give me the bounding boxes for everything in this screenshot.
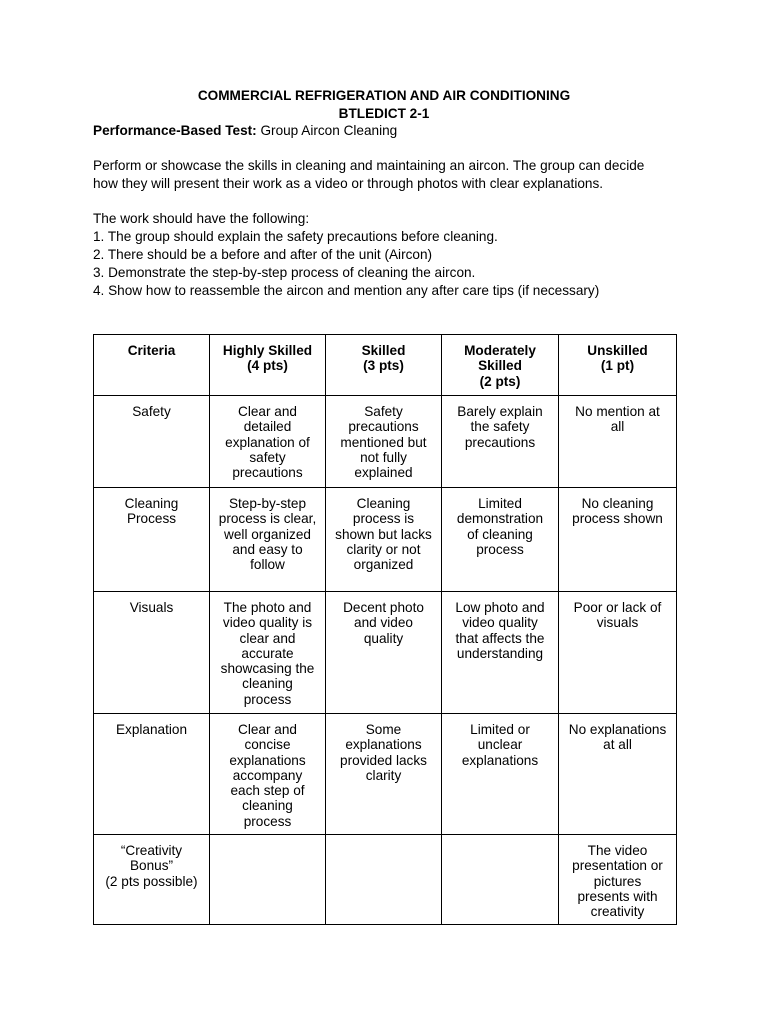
table-row xyxy=(94,592,677,714)
cell-text: Limited or unclear explanations xyxy=(461,722,539,768)
cell-text: Barely explain the safety precautions xyxy=(457,404,543,450)
cell-text: Explanation xyxy=(115,722,188,737)
table-cell xyxy=(442,835,559,925)
table-cell xyxy=(94,396,210,488)
table-cell xyxy=(210,488,326,592)
header-cell xyxy=(559,335,677,396)
table-cell xyxy=(326,396,442,488)
cell-text: Cleaning process is shown but lacks clarity or not organized xyxy=(335,496,432,573)
table-row xyxy=(94,396,677,488)
intro-line-2: how they will present their work as a video or through photos with clear explanations. xyxy=(93,176,604,191)
cell-text: Visuals xyxy=(129,600,174,615)
cell-text: Decent photo and video quality xyxy=(343,600,424,646)
table-cell xyxy=(94,488,210,592)
cell-text: No mention at all xyxy=(575,404,660,435)
table-cell xyxy=(210,396,326,488)
table-cell xyxy=(442,488,559,592)
table-cell xyxy=(94,592,210,714)
header-cell xyxy=(94,335,210,396)
document-subtitle: BTLEDICT 2-1 xyxy=(338,106,430,121)
table-cell xyxy=(326,592,442,714)
header-cell xyxy=(442,335,559,396)
table-cell xyxy=(559,592,677,714)
table-cell xyxy=(94,714,210,835)
header-text: Unskilled (1 pt) xyxy=(587,343,648,374)
header-text: Moderately Skilled (2 pts) xyxy=(464,343,536,389)
table-cell xyxy=(326,488,442,592)
test-name-line xyxy=(93,122,693,139)
table-cell xyxy=(442,592,559,714)
requirement-item: 3. Demonstrate the step-by-step process of cleaning the aircon. xyxy=(93,265,476,280)
cell-text: “Creativity Bonus” (2 pts possible) xyxy=(105,843,198,889)
requirements-heading: The work should have the following: xyxy=(93,211,310,226)
cell-text: Clear and detailed explanation of safety precautions xyxy=(225,404,310,481)
rubric-table xyxy=(93,334,677,925)
header-text: Highly Skilled (4 pts) xyxy=(222,343,313,374)
table-cell xyxy=(559,488,677,592)
table-cell xyxy=(442,714,559,835)
cell-text: Safety precautions mentioned but not fully explained xyxy=(340,404,427,481)
table-cell xyxy=(326,835,442,925)
document-title: COMMERCIAL REFRIGERATION AND AIR CONDITIONING xyxy=(197,88,571,103)
table-cell xyxy=(94,835,210,925)
rubric-header-row xyxy=(94,335,677,396)
cell-text: No cleaning process shown xyxy=(572,496,663,527)
intro-line-1: Perform or showcase the skills in cleaning and maintaining an aircon. The group can decide xyxy=(93,158,645,173)
table-cell xyxy=(442,396,559,488)
table-cell xyxy=(559,835,677,925)
cell-text: The video presentation or pictures presents with creativity xyxy=(572,843,663,920)
cell-text: Low photo and video quality that affects the understanding xyxy=(455,600,545,661)
table-cell xyxy=(559,714,677,835)
table-row xyxy=(94,488,677,592)
cell-text: Step-by-step process is clear, well organized and easy to follow xyxy=(218,496,317,573)
header-text: Skilled (3 pts) xyxy=(361,343,406,374)
header-cell xyxy=(210,335,326,396)
test-name: Group Aircon Cleaning xyxy=(256,123,398,138)
table-cell xyxy=(210,835,326,925)
cell-text: No explanations at all xyxy=(568,722,667,753)
cell-text: Some explanations provided lacks clarity xyxy=(340,722,427,783)
header-text: Criteria xyxy=(127,343,176,358)
header-cell xyxy=(326,335,442,396)
cell-text: Limited demonstration of cleaning process xyxy=(456,496,544,557)
requirement-item: 2. There should be a before and after of the unit (Aircon) xyxy=(93,247,433,262)
cell-text: Safety xyxy=(132,404,171,419)
requirement-item: 1. The group should explain the safety precautions before cleaning. xyxy=(93,229,498,244)
requirement-item: 4. Show how to reassemble the aircon and mention any after care tips (if necessary) xyxy=(93,283,600,298)
cell-text: The photo and video quality is clear and accurate showcasing the cleaning process xyxy=(220,600,315,707)
cell-text: Poor or lack of visuals xyxy=(573,600,662,631)
cell-text: Clear and concise explanations accompany each step of cleaning process xyxy=(229,722,306,829)
cell-text: Cleaning Process xyxy=(124,496,179,527)
table-cell xyxy=(210,592,326,714)
table-cell xyxy=(210,714,326,835)
test-label: Performance-Based Test: xyxy=(93,123,257,138)
table-row xyxy=(94,835,677,925)
table-cell xyxy=(326,714,442,835)
table-row xyxy=(94,714,677,835)
table-cell xyxy=(559,396,677,488)
